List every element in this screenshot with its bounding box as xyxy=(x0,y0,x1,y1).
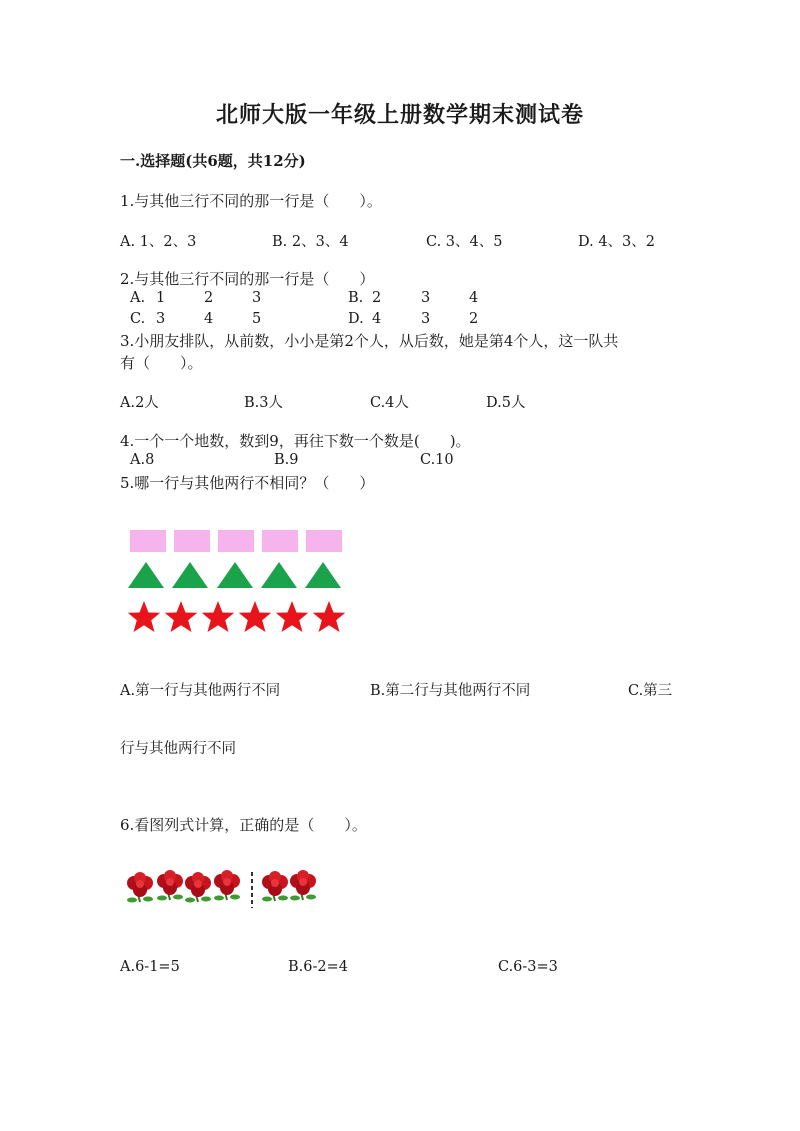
green-triangle-shape xyxy=(217,562,253,588)
question-4-stem: 4.一个一个地数，数到9，再往下数一个数是( )。 xyxy=(120,432,471,450)
question-2-option-d-num: 2 xyxy=(469,311,479,327)
question-3-option-b[interactable]: B.3人 xyxy=(244,395,283,411)
question-2-option-a-letter[interactable]: A. xyxy=(130,290,146,306)
green-triangle-shape xyxy=(172,562,208,588)
question-2-option-c-num: 4 xyxy=(204,311,214,327)
red-star-shape xyxy=(276,601,308,632)
question-4-option-a[interactable]: A.8 xyxy=(130,452,155,468)
question-4-option-b[interactable]: B.9 xyxy=(274,452,299,468)
question-5-stem: 5.哪一行与其他两行不相同？（ ） xyxy=(120,474,375,492)
red-star-shape xyxy=(239,601,271,632)
question-1-option-a[interactable]: A. 1、2、3 xyxy=(120,234,197,250)
flower-icon xyxy=(185,872,211,903)
question-2-option-d-num: 3 xyxy=(421,311,431,327)
flowers-svg xyxy=(120,866,325,914)
question-2-option-d-letter[interactable]: D. xyxy=(348,311,364,327)
question-2-option-d-num: 4 xyxy=(372,311,382,327)
question-1-option-d[interactable]: D. 4、3、2 xyxy=(578,234,656,250)
question-2-option-a-num: 1 xyxy=(156,290,166,306)
question-2-option-c-letter[interactable]: C. xyxy=(130,311,146,327)
red-star-shape xyxy=(202,601,234,632)
question-3-option-d[interactable]: D.5人 xyxy=(486,395,526,411)
section-heading: 一.选择题(共6题，共12分) xyxy=(120,152,306,170)
flowers-figure xyxy=(120,866,325,914)
question-6-option-b[interactable]: B.6-2=4 xyxy=(288,959,348,975)
question-5-option-c-wrap: 行与其他两行不同 xyxy=(120,741,236,757)
question-3-option-c[interactable]: C.4人 xyxy=(370,395,409,411)
red-star-shape xyxy=(165,601,197,632)
flower-icon xyxy=(127,872,153,903)
question-2-option-c-num: 5 xyxy=(252,311,262,327)
flower-icon xyxy=(157,870,183,901)
question-2-option-b-num: 3 xyxy=(421,290,431,306)
red-star-shape xyxy=(313,601,345,632)
question-2-option-a-num: 2 xyxy=(204,290,214,306)
question-3-stem-line1: 3.小朋友排队，从前数，小小是第2个人，从后数，她是第4个人，这一队共 xyxy=(120,332,619,350)
question-3-option-a[interactable]: A.2人 xyxy=(120,395,159,411)
green-triangle-shape xyxy=(128,562,164,588)
red-star-shape xyxy=(128,601,160,632)
question-2-option-b-num: 2 xyxy=(372,290,382,306)
question-1-option-c[interactable]: C. 3、4、5 xyxy=(426,234,503,250)
question-6-option-c[interactable]: C.6-3=3 xyxy=(498,959,558,975)
question-2-option-b-num: 4 xyxy=(469,290,479,306)
question-1-stem: 1.与其他三行不同的那一行是（ ）。 xyxy=(120,192,382,210)
question-5-option-b[interactable]: B.第二行与其他两行不同 xyxy=(370,683,531,699)
question-2-option-c-num: 3 xyxy=(156,311,166,327)
flower-icon xyxy=(290,870,316,901)
triangles-and-stars-svg xyxy=(120,520,350,640)
question-2-option-a-num: 3 xyxy=(252,290,262,306)
green-triangle-shape xyxy=(305,562,341,588)
question-2-option-b-letter[interactable]: B. xyxy=(348,290,364,306)
flower-icon xyxy=(262,871,288,902)
green-triangle-shape xyxy=(261,562,297,588)
question-1-option-b[interactable]: B. 2、3、4 xyxy=(272,234,349,250)
shapes-figure xyxy=(120,520,350,640)
question-3-stem-line2: 有（ ）。 xyxy=(120,354,203,372)
question-2-stem: 2.与其他三行不同的那一行是（ ） xyxy=(120,270,375,288)
page-title: 北师大版一年级上册数学期末测试卷 xyxy=(215,102,584,128)
question-5-option-c[interactable]: C.第三 xyxy=(628,683,673,699)
flower-icon xyxy=(214,870,240,901)
question-6-stem: 6.看图列式计算，正确的是（ ）。 xyxy=(120,816,367,834)
question-4-option-c[interactable]: C.10 xyxy=(420,452,454,468)
question-5-option-a[interactable]: A.第一行与其他两行不同 xyxy=(120,683,281,699)
question-6-option-a[interactable]: A.6-1=5 xyxy=(120,959,180,975)
